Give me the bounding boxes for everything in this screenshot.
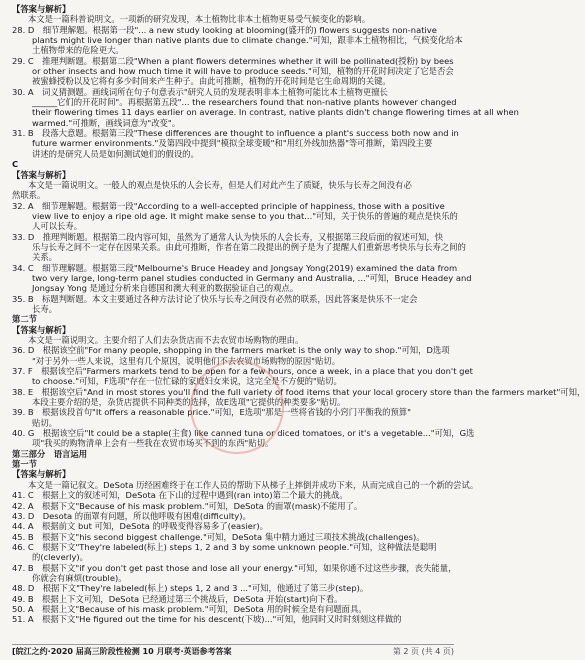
text-line: 36. D 根据该空前"For many people, shopping in the farmers market is the only way to shop."可知，D选项 xyxy=(12,345,450,356)
text-line: 50. A 根据上文"Because of his mask problem."可知，DeSota 用的时候全是有问题面具。 xyxy=(12,603,367,614)
text-line: 34. C 细节理解题。根据第三段"Melbourne's Bruce Headey and Jongsay Yong(2019) examined the data from xyxy=(12,262,458,273)
text-line: 第三部分 语言运用 xyxy=(12,448,88,459)
text-line: 28. D 细节理解题。根据第一段"... a new study looking at blooming(盛开的) flowers suggests non-native xyxy=(12,24,437,35)
text-line: 32. A 细节理解题。根据第一段"According to a well-accepted principle of happiness, those with a positive xyxy=(12,200,445,211)
text-line: 33. D 推理判断题。根据第二段内容可知，虽然为了通常人认为快乐的人会长寿，又根据第三段后面的叙述可知，快 xyxy=(12,231,444,242)
text-line: future warmer environments."及第四段中提到"模拟全球变暖"和"用红外线加热器"等可推断，第四段主要 xyxy=(32,138,433,149)
text-line: 【答案与解析】 xyxy=(12,4,71,14)
text-line: view live to enjoy a ripe old age. It might make sense to you that..."可知，关于快乐的普遍的观点是快乐的 xyxy=(32,210,458,221)
page-footer xyxy=(12,644,454,657)
answer-text-body xyxy=(12,4,585,625)
text-line: ______它们的开花时间"。再根据第五段"... the researchers found that non-native plants however changed xyxy=(32,97,457,108)
text-line: warmed."可推断，画线词意为"改变"。 xyxy=(32,117,181,128)
text-line: their flowering times 11 days earlier on average. In contrast, native plants didn't change flowering times at all when xyxy=(32,107,519,118)
text-line: 35. B 标题判断题。本文主要通过各种方法讨论了快乐与长寿之间没有必然的联系，因此答案是快乐不一定会 xyxy=(12,293,418,304)
text-line: 乐与长寿之间不一定存在因果关系。由此可推断，作者在第二段提出的例子是为了提醒人们重新思考快乐与长寿之间的 xyxy=(32,241,466,252)
text-line: 长寿。 xyxy=(32,303,58,314)
text-line: 人可以长寿。 xyxy=(32,221,83,232)
text-line: 42. A 根据下文"Because of his mask problem."可知，DeSota 的面罩(mask)不能用了。 xyxy=(12,500,363,511)
text-line: 土植物带来的危险更大。 xyxy=(32,45,124,56)
text-line: 30. A 词义猜测题。画线词所在句子句意表示"研究人员的发现表明非本土植物可能比本土植物更擅长 xyxy=(12,86,388,97)
text-line: 48. D 根据下文"They're labeled(标上) steps 1, 2 and 3 ..."可知，他通过了第三步(step)。 xyxy=(12,583,369,594)
text-line: 本文是一篇科普说明文。一项新的研究发现，本土植物比非本土植物更易受气候变化的影响。 xyxy=(28,14,371,25)
text-line: 的(cleverly)。 xyxy=(32,552,88,563)
text-line: 本文是一篇记叙文。DeSota 历经困难终于在工作人员的帮助下从梯子上摔倒并成功下来，从而完成自己的一个新的尝试。 xyxy=(28,479,479,490)
text-line: "对于另外一些人来说，这里有几个原因，说明他们不去农贸市场购物的原因"贴切。 xyxy=(32,355,341,366)
text-line: 被蜜蜂授粉以及它将有多少时间来产生种子。由此可推断，植物的开花时间是它生命周期的关键。 xyxy=(32,76,391,87)
text-line: 40. G 根据该空后"It could be a staple(主食) like canned tuna or diced tomatoes, or it's a vegetable..."可知，G选 xyxy=(12,428,475,439)
text-line: 45. B 根据下文"his second biggest challenge."可知，DeSota 集中精力通过三项技术挑战(challenges)。 xyxy=(12,531,425,542)
text-line: plants might live longer than native plants due to climate change."可知，跟非本土植物相比，气候变化给本 xyxy=(32,35,463,46)
text-line: 然联系。 xyxy=(12,190,46,201)
text-line: 41. C 根据上文的叙述可知，DeSota 在下山的过程中遇到(ran into)第二个最大的挑战。 xyxy=(12,490,348,501)
text-line: 贴切。 xyxy=(32,417,58,428)
text-line: 【答案与解析】 xyxy=(12,169,71,180)
text-line: or other insects and how much time it will have to produce seeds."可知，植物的开花时间决定了它是否会 xyxy=(32,66,454,77)
text-line: 43. D Desota 的面罩有问题，所以他呼吸有困难(difficulty)。 xyxy=(12,510,251,521)
text-line: 31. B 段落大意题。根据第三段"These differences are thought to influence a plant's success both now and in xyxy=(12,128,459,139)
footer-title: [皖江之约·2020 届高三阶段性检测 10 月联考·英语参考答案 xyxy=(12,647,232,656)
text-line: 你就会有麻烦(trouble)。 xyxy=(32,572,127,583)
text-line: 第二节 xyxy=(12,314,38,325)
text-line: 【答案与解析】 xyxy=(12,469,71,480)
text-line: 38. E 根据该空后"And in most stores you'll find the full variety of food items that your local grocery store than the farmers market"可知， xyxy=(12,386,585,397)
page-number: 第 2 页 (共 4 页) xyxy=(392,647,454,656)
text-line: 39. B 根据该段首句"It offers a reasonable price."可知，E选项"那是一些将省钱的小窍门平衡我的预算" xyxy=(12,407,411,418)
text-line: 44. A 根据前文 but 可知，DeSota 的呼吸变得容易多了(easier)。 xyxy=(12,521,268,532)
text-line: 本文是一篇说明文。一般人的观点是快乐的人会长寿，但是人们对此产生了质疑，快乐与长寿之间没有必 xyxy=(28,179,412,190)
text-line: 关系。 xyxy=(32,252,58,263)
text-line: 49. B 根据上下文可知，DeSota 已经通过第三个挑战后，DeSota 开始(start)向下看。 xyxy=(12,593,343,604)
text-line: 第一节 xyxy=(12,459,38,470)
text-line: two very large, long-term panel studies conducted in Germany and Australia, ..."可知，Bruce Headey and xyxy=(32,272,472,283)
text-line: 【答案与解析】 xyxy=(12,324,71,335)
text-line: 46. C 根据下文"They're labeled(标上) steps 1, 2 and 3 by some unknown people."可知，这种做法是聪明 xyxy=(12,541,437,552)
text-line: 29. C 推理判断题。根据第二段"When a plant flowers determines whether it will be pollinated(授粉) by bees xyxy=(12,55,454,66)
text-line: 37. F 根据该空后"Farmers markets tend to be open for a few hours, once a week, in a place that you don't get xyxy=(12,366,473,377)
text-line: 项"我买的购物清单上会有一些我在农贸市场买不到的东西"贴切。 xyxy=(32,438,274,449)
text-line: 47. B 根据下文"if you don't get past those and lose all your energy."可知，如果你通不过这些步骤，丧失能量， xyxy=(12,562,457,573)
text-line: Jongsay Yong 是通过分析来自德国和澳大利亚的数据验证自己的观点。 xyxy=(32,283,299,294)
text-line: 本文是一篇说明文。主要介绍了人们去杂货店而不去农贸市场购物的理由。 xyxy=(28,335,304,345)
text-line: C xyxy=(12,159,19,170)
text-line: 本段主要介绍的是，杂货店提供不同种类的选择，故E选项"它提供的种类要多"贴切。 xyxy=(32,397,346,408)
text-line: to choose."可知，F选项"存在一位忙碌的家庭妇女来说，这完全是不方便的"贴切。 xyxy=(32,376,342,387)
text-line: 51. A 根据下文"He figured out the time for his descent(下坡)..."可知，他同时又时时刻刻这样做的 xyxy=(12,614,402,625)
text-line: 讲述的是研究人员是如何测试她们的假设的。 xyxy=(32,148,199,159)
